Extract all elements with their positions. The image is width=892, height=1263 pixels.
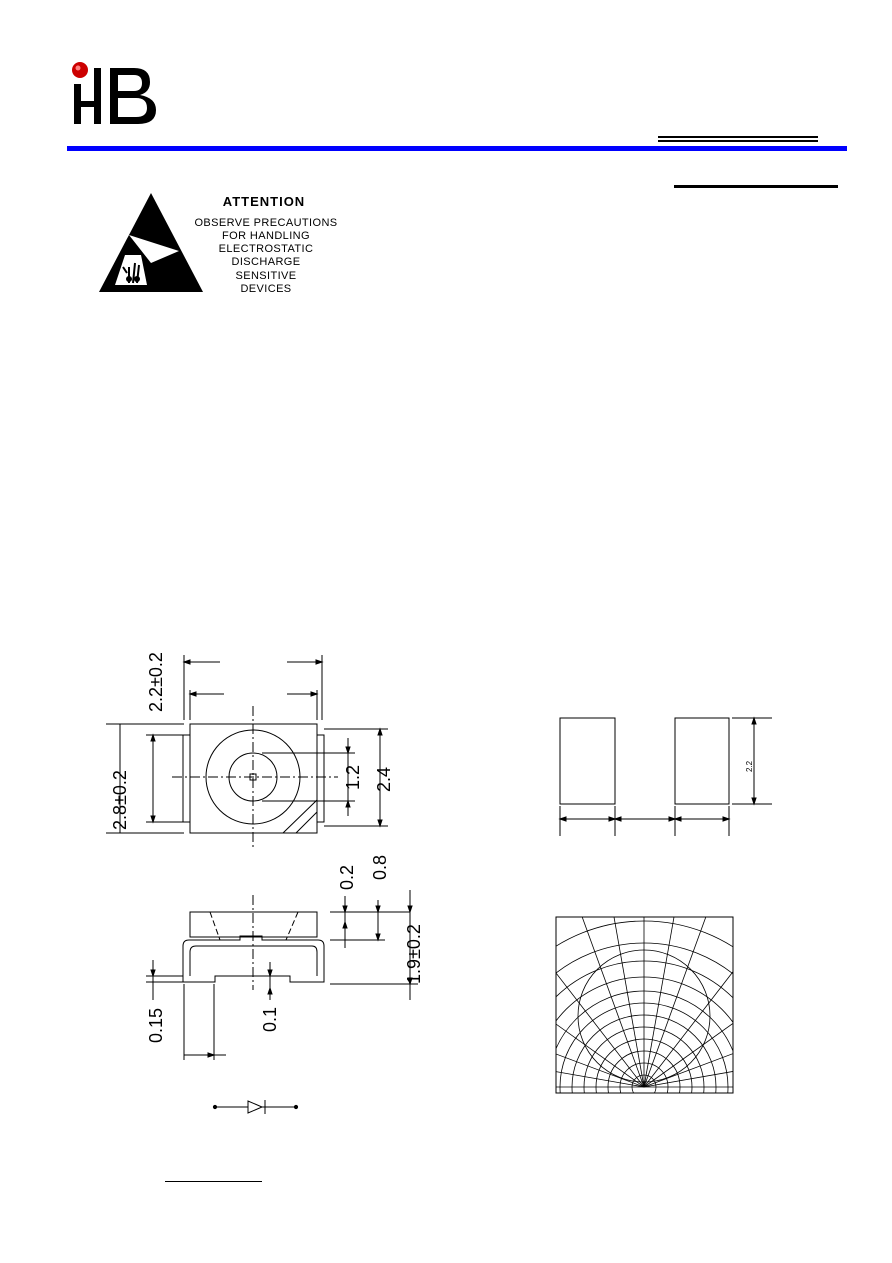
dim-height-label: 2.8±0.2 (110, 770, 130, 830)
section-rule (674, 185, 838, 188)
dim-lead-thick-label: 0.15 (146, 1007, 166, 1043)
side-view-drawing (146, 890, 418, 1060)
package-drawings (0, 600, 892, 1160)
dim-lens-label: 1.2 (343, 764, 363, 790)
esd-line: SENSITIVE (235, 270, 297, 282)
dim-pad-height-label: 2.2 (745, 760, 754, 772)
esd-line: DEVICES (240, 283, 292, 295)
dim-gap-label: 0.1 (260, 1006, 280, 1032)
solder-pad-drawing (560, 718, 772, 836)
diode-symbol-icon (213, 1100, 297, 1114)
footer-rule (165, 1181, 262, 1182)
esd-line: DISCHARGE (231, 256, 301, 268)
logo-red-dot (72, 62, 88, 78)
esd-line: FOR HANDLING (222, 230, 310, 242)
radiation-pattern-chart (478, 900, 810, 1160)
company-logo (66, 58, 166, 130)
esd-title: ATTENTION (222, 194, 306, 209)
dim-total-height-label: 1.9±0.2 (404, 924, 424, 984)
esd-line: OBSERVE PRECAUTIONS (194, 217, 338, 229)
dim-top-width-label: 2.2±0.2 (146, 652, 166, 712)
dim-lead-offset-label: 0.2 (337, 864, 357, 890)
header-rule-lower (658, 140, 818, 142)
header-blue-rule (67, 146, 847, 151)
esd-line: ELECTROSTATIC (218, 243, 314, 255)
dim-body-label: 2.4 (374, 766, 394, 792)
header-rule-upper (658, 136, 818, 138)
dim-depth-label: 0.8 (370, 854, 390, 880)
